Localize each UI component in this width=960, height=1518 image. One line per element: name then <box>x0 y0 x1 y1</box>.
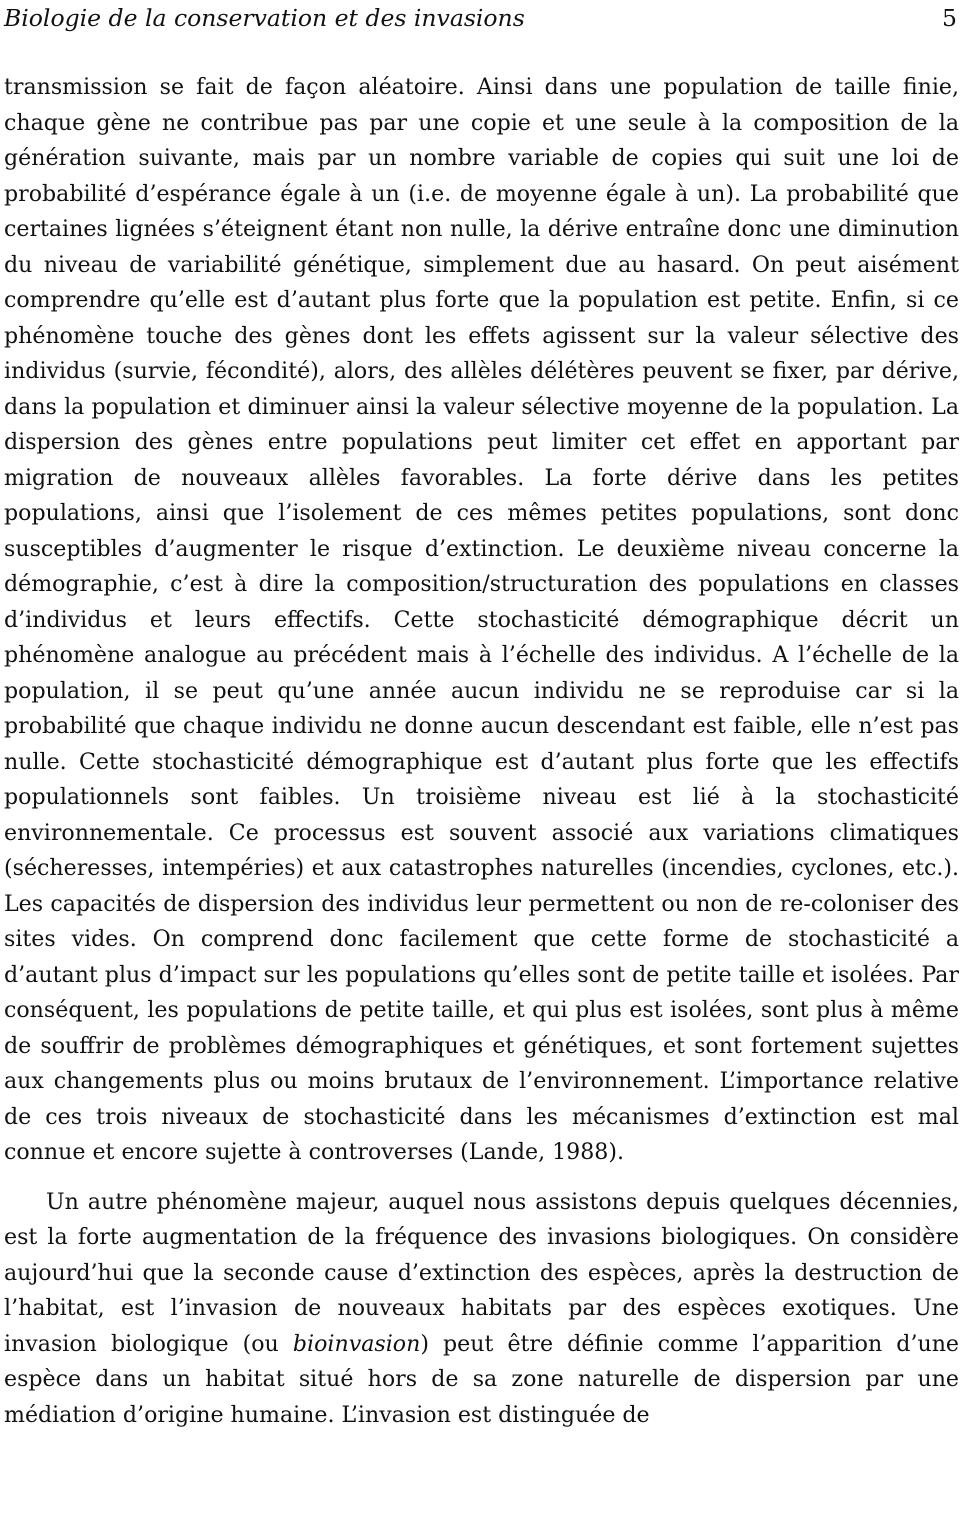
paragraph-invasions <box>4 1185 959 1434</box>
page-content <box>4 0 959 1433</box>
running-title: Biologie de la conservation et des invasions <box>4 3 525 32</box>
italic-term-bioinvasion: bioinvasion <box>292 1330 421 1357</box>
running-header <box>4 0 959 30</box>
paragraph-stochasticity: transmission se fait de façon aléatoire. Ainsi dans une population de taille finie, chaque gène ne contribue pas par une copie et une seule à la composition de la génération suivante, mais par un nombre variable de copies qui suit une loi de probabilité d’espérance égale à un (i.e. de moyenne égale à un). La probabilité que certaines lignées s’éteignent étant non nulle, la dérive entraîne donc une diminution du niveau de variabilité génétique, simplement due au hasard. On peut aisément comprendre qu’elle est d’autant plus forte que la population est petite. Enfin, si ce phénomène touche des gènes dont les effets agissent sur la valeur sélective des individus (survie, fécondité), alors, des allèles délétères peuvent se fixer, par dérive, dans la population et diminuer ainsi la valeur sélective moyenne de la population. La dispersion des gènes entre populations peut limiter cet effet en apportant par migration de nouveaux allèles favorables. La forte dérive dans les petites populations, ainsi que l’isolement de ces mêmes petites populations, sont donc susceptibles d’augmenter le risque d’extinction. Le deuxième niveau concerne la démographie, c’est à dire la composition/structuration des populations en classes d’individus et leurs effectifs. Cette stochasticité démographique décrit un phénomène analogue au précédent mais à l’échelle des individus. A l’échelle de la population, il se peut qu’une année aucun individu ne se reproduise car si la probabilité que chaque individu ne donne aucun descendant est faible, elle n’est pas nulle. Cette stochasticité démographique est d’autant plus forte que les effectifs populationnels sont faibles. Un troisième niveau est lié à la stochasticité environnementale. Ce processus est souvent associé aux variations climatiques (sécheresses, intempéries) et aux catastrophes naturelles (incendies, cyclones, etc.). Les capacités de dispersion des individus leur permettent ou non de re-coloniser des sites vides. On comprend donc facilement que cette forme de stochasticité a d’autant plus d’impact sur les populations qu’elles sont de petite taille et isolées. Par conséquent, les populations de petite taille, et qui plus est isolées, sont plus à même de souffrir de problèmes démographiques et génétiques, et sont fortement sujettes aux changements plus ou moins brutaux de l’environnement. L’importance relative de ces trois niveaux de stochasticité dans les mécanismes d’extinction est mal connue et encore sujette à controverses (Lande, 1988). <box>4 74 959 1165</box>
body-text <box>4 70 959 1433</box>
paragraph-invasions-text-end: ) peut être définie comme l’apparition d’une espèce dans un habitat situé hors de sa zone naturelle de dispersion par une médiation d’origine humaine. L’invasion est distinguée de <box>4 1330 960 1428</box>
page-number: 5 <box>942 3 957 32</box>
paragraph-invasions-text-start: Un autre phénomène majeur, auquel nous assistons depuis quelques décennies, est la forte augmentation de la fréquence des invasions biologiques. On considère aujourd’hui que la seconde cause d’extinction des espèces, après la destruction de l’habitat, est l’invasion de nouveaux habitats par des espèces exotiques. Une invasion biologique (ou <box>4 1188 959 1357</box>
